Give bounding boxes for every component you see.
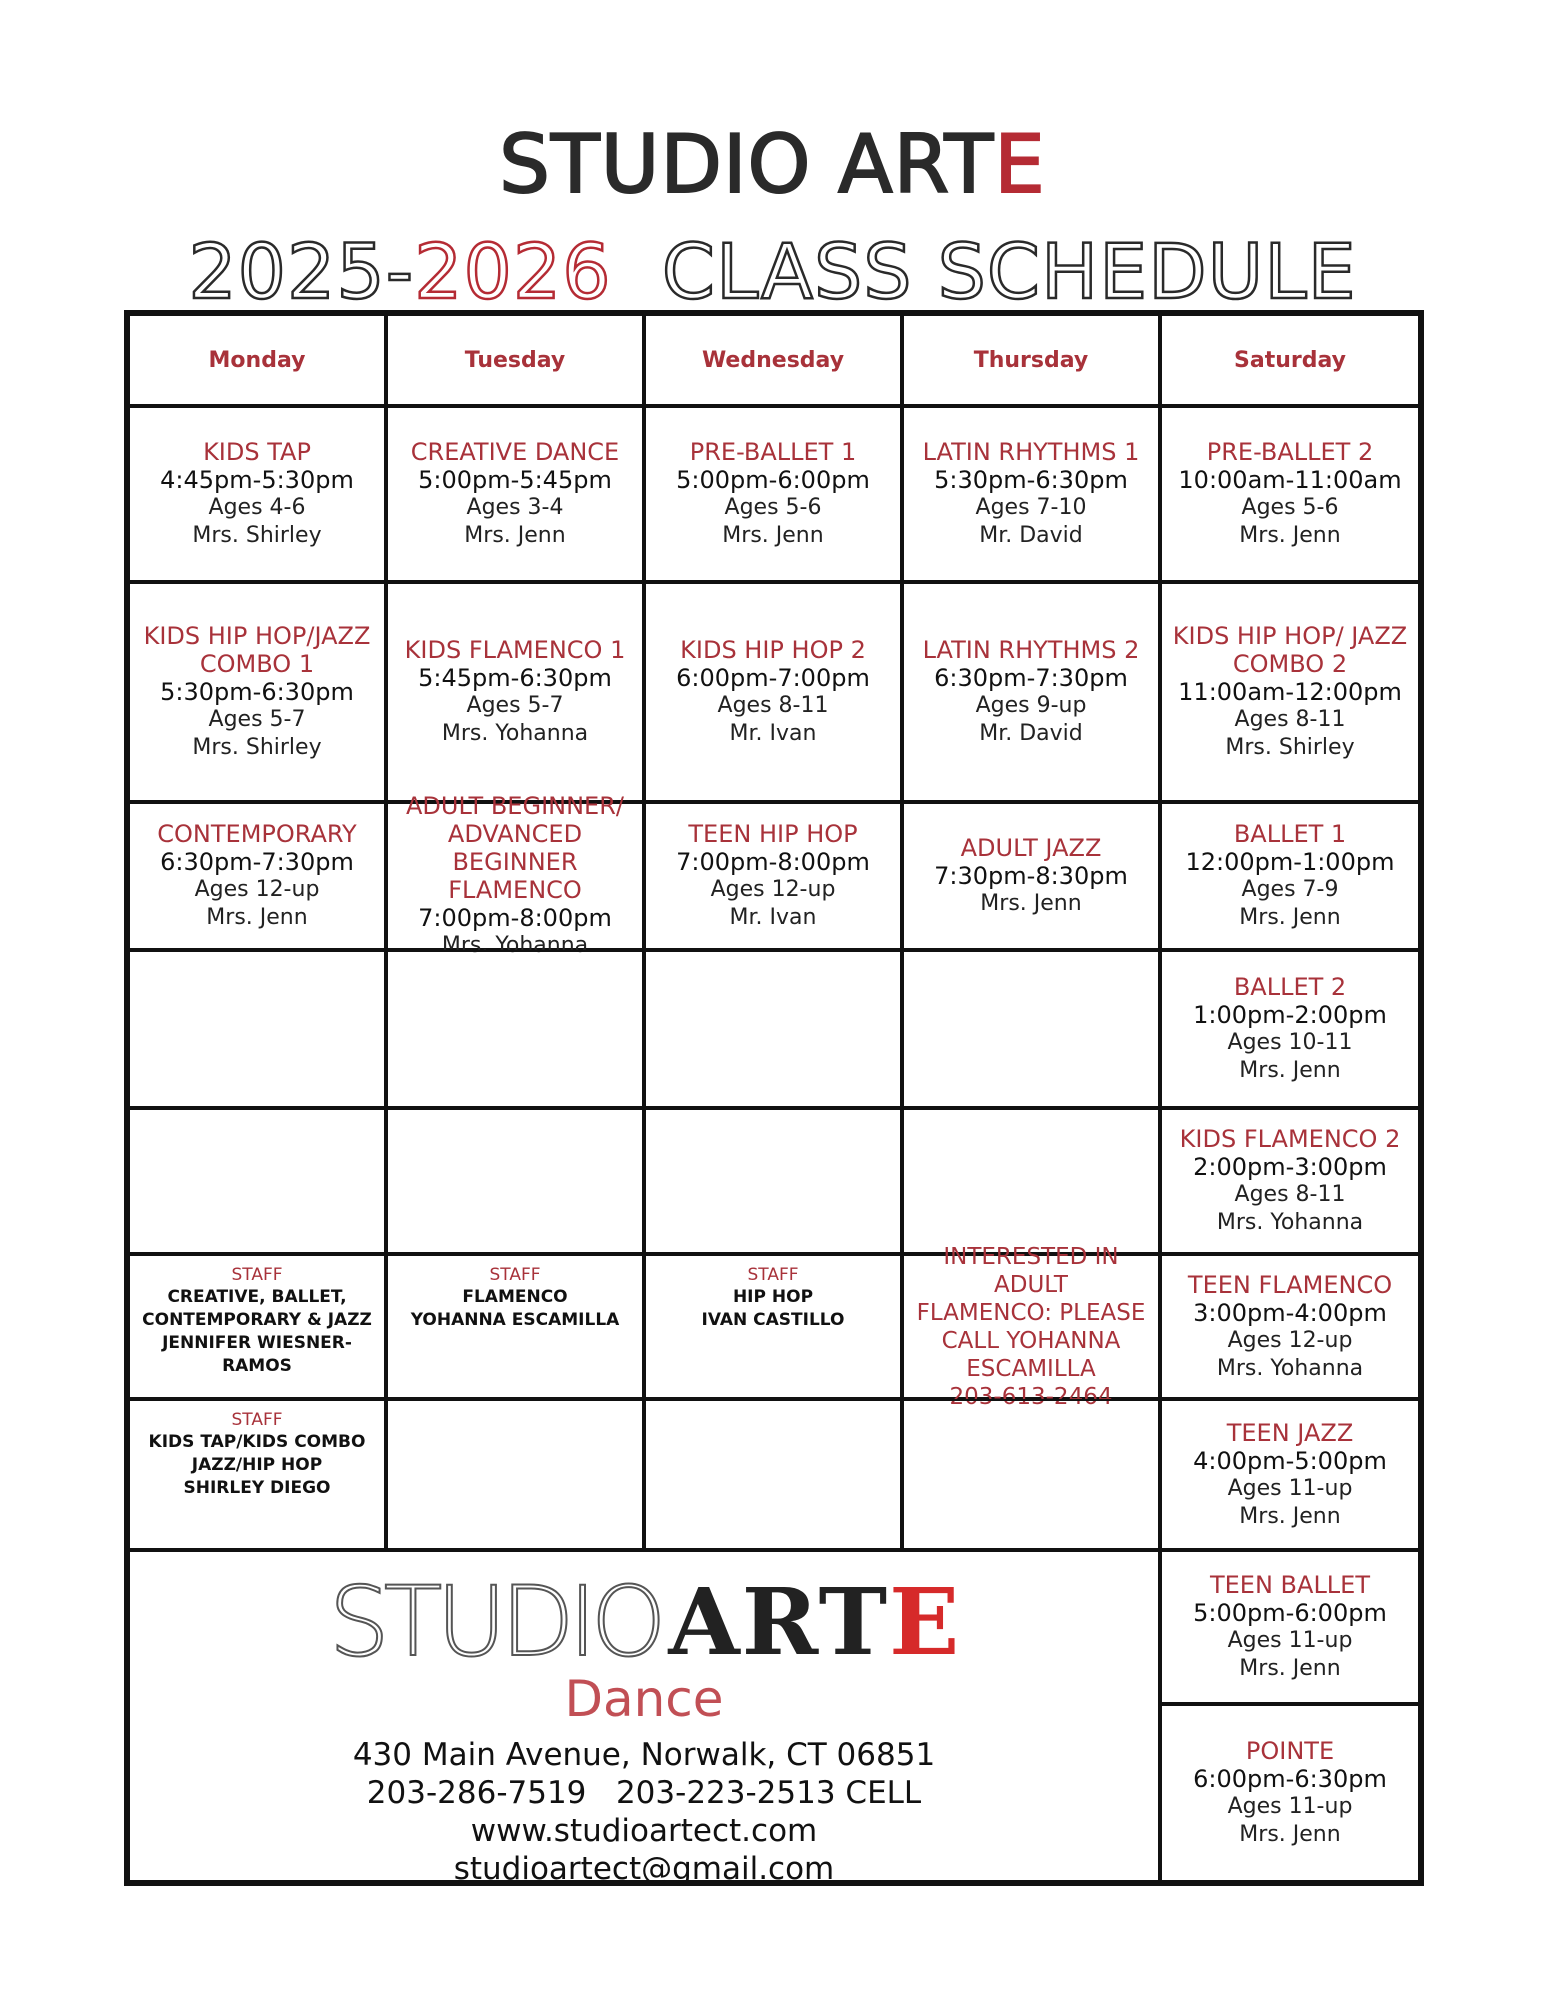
staff-cell [128,1399,386,1550]
class-name: TEEN FLAMENCO [1187,1270,1393,1299]
class-cell [386,582,644,802]
day-label: Tuesday [464,347,566,373]
staff-line: KIDS TAP/KIDS COMBO [148,1432,366,1452]
empty-cell [128,950,386,1108]
logo-dance-text: Dance [564,1670,724,1728]
class-cell [644,406,902,582]
class-ages: Ages 12-up [1227,1327,1353,1353]
title-e: E [994,118,1046,211]
staff-line: HIP HOP [732,1287,814,1307]
staff-line: JENNIFER WIESNER- [162,1333,352,1353]
class-cell [386,406,644,582]
class-teacher: Mrs. Jenn [1239,523,1341,548]
class-name: KIDS FLAMENCO 1 [404,636,626,664]
schedule-heading [0,222,1545,322]
page-title [0,115,1545,215]
class-cell [1160,406,1420,582]
website-link: www.studioartect.com [470,1813,818,1849]
class-cell [902,802,1160,950]
empty-cell [386,1108,644,1254]
day-header-monday [128,314,386,406]
class-name: LATIN RHYTHMS 1 [922,438,1140,466]
class-time: 4:00pm-5:00pm [1193,1446,1387,1475]
class-cell [902,582,1160,802]
class-name: PRE-BALLET 2 [1206,438,1374,466]
class-name: CONTEMPORARY [157,820,357,848]
class-name: TEEN JAZZ [1226,1418,1354,1447]
class-teacher: Mrs. Yohanna [1216,1210,1364,1235]
class-teacher: Mrs. Shirley [192,523,322,548]
class-cell [1160,1254,1420,1399]
class-ages: Ages 8-11 [1234,707,1346,732]
class-cell [128,802,386,950]
class-ages: Ages 5-6 [724,495,822,520]
class-teacher: Mr. Ivan [729,905,817,930]
notice-line: 203-613-2464 [949,1383,1113,1410]
staff-heading: STAFF [489,1265,541,1285]
class-time: 5:45pm-6:30pm [418,664,612,692]
class-time: 5:00pm-6:00pm [1193,1599,1387,1627]
class-name: KIDS HIP HOP 2 [680,636,866,664]
class-teacher: Mrs. Jenn [1239,1058,1341,1083]
empty-cell [128,1108,386,1254]
class-name: ADULT JAZZ [960,834,1102,862]
staff-line: JAZZ/HIP HOP [191,1455,323,1475]
address: 430 Main Avenue, Norwalk, CT 06851 [352,1737,936,1773]
class-teacher: Mrs. Jenn [1239,905,1341,930]
year-start: 2025- [188,227,415,316]
class-time: 5:30pm-6:30pm [160,678,354,706]
staff-line: CREATIVE, BALLET, [167,1287,347,1307]
class-ages: Ages 5-7 [208,707,306,732]
schedule-table [124,310,1424,1886]
empty-cell [902,950,1160,1108]
studio-arte-logo [328,1566,960,1678]
class-time: 6:30pm-7:30pm [934,664,1128,692]
staff-line: IVAN CASTILLO [701,1310,845,1330]
class-cell [902,406,1160,582]
class-ages: Ages 12-up [194,877,320,902]
class-ages: Ages 4-6 [208,495,306,520]
title-studio-art: STUDIO ART [499,118,995,211]
class-name: CREATIVE DANCE [410,438,620,466]
class-time: 5:00pm-6:00pm [676,466,870,494]
class-time: 12:00pm-1:00pm [1185,848,1395,876]
class-ages: Ages 5-6 [1241,495,1339,520]
class-ages: Ages 11-up [1227,1628,1353,1653]
class-cell [1160,950,1420,1108]
class-cell [1160,802,1420,950]
class-teacher: Mr. Ivan [729,721,817,746]
class-teacher: Mrs. Jenn [980,891,1082,916]
class-teacher: Mrs. Yohanna [1216,1355,1364,1381]
class-cell [128,406,386,582]
email-link: studioartect@gmail.com [453,1851,835,1887]
class-name: LATIN RHYTHMS 2 [922,636,1140,664]
notice-line: FLAMENCO: PLEASE [916,1299,1146,1326]
class-cell [1160,1704,1420,1882]
class-name: BALLET 2 [1233,973,1347,1001]
empty-cell [386,1399,644,1550]
class-teacher: Mr. David [979,523,1083,548]
class-teacher: Mr. David [979,721,1083,746]
staff-cell [644,1254,902,1399]
class-cell [1160,1108,1420,1254]
class-name: KIDS HIP HOP/JAZZ COMBO 1 [143,622,371,678]
staff-heading: STAFF [231,1410,283,1430]
staff-line: SHIRLEY DIEGO [183,1478,331,1498]
class-time: 5:30pm-6:30pm [934,466,1128,494]
class-time: 4:45pm-5:30pm [160,466,354,494]
staff-line: FLAMENCO [462,1287,568,1307]
notice-line: ESCAMILLA [966,1355,1096,1382]
class-schedule-label: CLASS SCHEDULE [611,227,1357,316]
class-cell [1160,1550,1420,1704]
flamenco-notice [902,1243,1160,1410]
empty-cell [644,950,902,1108]
class-ages: Ages 9-up [975,693,1087,718]
class-cell [1160,1399,1420,1550]
class-time: 7:30pm-8:30pm [934,862,1128,890]
class-name: TEEN HIP HOP [688,820,858,848]
class-ages: Ages 12-up [710,877,836,902]
logo-e-text: E [889,1568,960,1676]
class-teacher: Mrs. Jenn [1239,1503,1341,1529]
class-teacher: Mrs. Shirley [192,735,322,760]
class-time: 7:00pm-8:00pm [418,904,612,932]
class-name: POINTE [1245,1737,1335,1765]
class-teacher: Mrs. Jenn [206,905,308,930]
logo-studio-text: STUDIO [328,1566,661,1678]
class-time: 11:00am-12:00pm [1178,678,1402,706]
class-time: 5:00pm-5:45pm [418,466,612,494]
class-ages: Ages 8-11 [1234,1182,1346,1207]
day-header-thursday [902,314,1160,406]
class-ages: Ages 11-up [1227,1794,1353,1819]
staff-line: YOHANNA ESCAMILLA [410,1310,620,1330]
class-ages: Ages 11-up [1227,1475,1353,1501]
day-label: Thursday [973,347,1089,373]
class-name: KIDS TAP [203,438,311,466]
class-time: 2:00pm-3:00pm [1193,1153,1387,1181]
class-ages: Ages 8-11 [717,693,829,718]
class-time: 6:00pm-7:00pm [676,664,870,692]
class-name: ADULT BEGINNER/ ADVANCED BEGINNER FLAMENCO [406,792,624,904]
phone-numbers: 203-286-7519 203-223-2513 CELL [366,1775,922,1811]
empty-cell [386,950,644,1108]
notice-line: INTERESTED IN ADULT [943,1243,1119,1298]
class-time: 6:30pm-7:30pm [160,848,354,876]
class-ages: Ages 3-4 [466,495,564,520]
class-time: 10:00am-11:00am [1178,466,1402,494]
staff-cell [386,1254,644,1399]
class-cell [1160,582,1420,802]
class-teacher: Mrs. Jenn [464,523,566,548]
day-header-tuesday [386,314,644,406]
class-cell [644,802,902,950]
empty-cell [644,1108,902,1254]
class-ages: Ages 10-11 [1227,1030,1353,1055]
class-cell [386,792,644,958]
class-time: 3:00pm-4:00pm [1193,1298,1387,1327]
class-name: KIDS HIP HOP/ JAZZ COMBO 2 [1172,622,1408,678]
day-label: Saturday [1234,347,1346,373]
class-time: 1:00pm-2:00pm [1193,1001,1387,1029]
class-teacher: Mrs. Yohanna [441,721,589,746]
class-ages: Ages 7-10 [975,495,1087,520]
class-ages: Ages 7-9 [1241,877,1339,902]
day-header-wednesday [644,314,902,406]
class-ages: Ages 5-7 [466,693,564,718]
class-teacher: Mrs. Jenn [1239,1822,1341,1847]
class-teacher: Mrs. Yohanna [441,933,589,958]
class-teacher: Mrs. Jenn [1239,1656,1341,1681]
year-end: 2026 [414,227,612,316]
staff-line: RAMOS [222,1356,292,1376]
logo-art-text: ART [668,1568,890,1676]
staff-heading: STAFF [231,1265,283,1285]
day-label: Wednesday [701,347,845,373]
staff-heading: STAFF [747,1265,799,1285]
class-name: KIDS FLAMENCO 2 [1179,1125,1401,1153]
day-label: Monday [208,347,306,373]
empty-cell [902,1108,1160,1254]
class-name: TEEN BALLET [1209,1571,1371,1599]
empty-cell [902,1399,1160,1550]
class-name: PRE-BALLET 1 [689,438,857,466]
class-teacher: Mrs. Jenn [722,523,824,548]
staff-cell [128,1254,386,1399]
class-cell [128,582,386,802]
class-cell [644,582,902,802]
class-time: 7:00pm-8:00pm [676,848,870,876]
notice-line: CALL YOHANNA [941,1327,1121,1354]
footer-block [128,1550,1160,1887]
class-teacher: Mrs. Shirley [1225,735,1355,760]
staff-line: CONTEMPORARY & JAZZ [142,1310,372,1330]
class-name: BALLET 1 [1233,820,1347,848]
class-time: 6:00pm-6:30pm [1193,1765,1387,1793]
empty-cell [644,1399,902,1550]
day-header-saturday [1160,314,1420,406]
